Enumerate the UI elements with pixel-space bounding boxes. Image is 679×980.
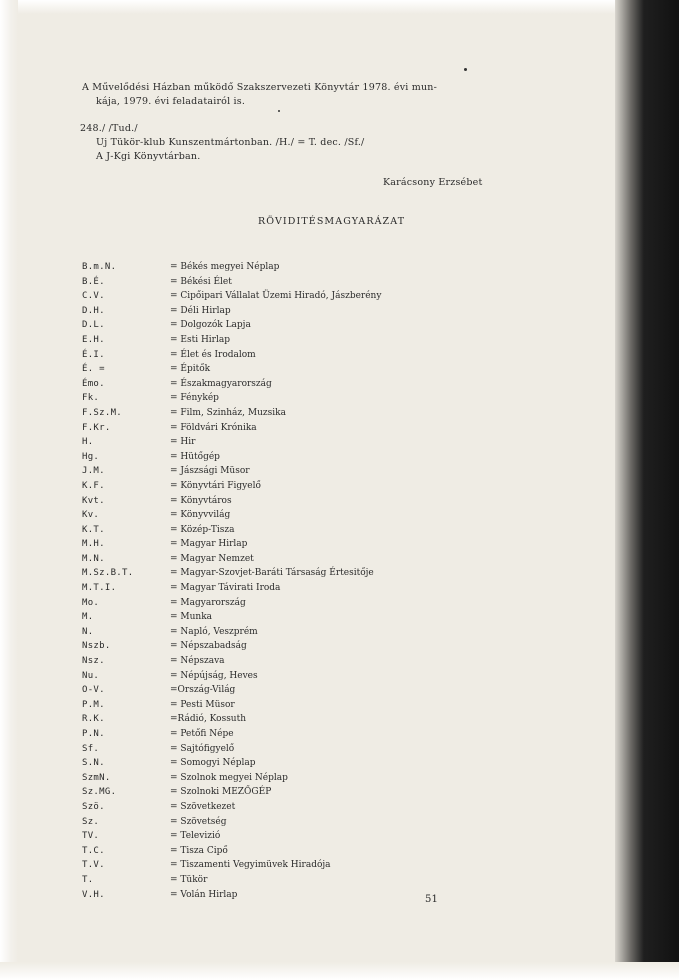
abbreviation-row: [82, 291, 502, 306]
abbreviation-key: É.I.: [82, 349, 105, 360]
abbreviation-key: Sz.: [82, 816, 100, 827]
abbreviation-row: [82, 700, 502, 715]
abbreviation-row: [82, 875, 502, 890]
abbreviation-key: T.C.: [82, 845, 105, 856]
abbreviation-meaning: = Szövetkezet: [170, 801, 236, 812]
abbreviation-meaning: = Déli Hirlap: [170, 305, 231, 316]
abbreviation-meaning: = Magyar-Szovjet-Baráti Társaság Értesitője: [170, 568, 374, 579]
abbreviation-row: [82, 627, 502, 642]
abbreviation-meaning: = Északmagyarország: [170, 378, 272, 389]
abbreviation-key: J.M.: [82, 466, 105, 477]
abbreviation-meaning: =Ország-Világ: [170, 685, 236, 696]
abbreviation-row: [82, 831, 502, 846]
entry-number: 248./ /Tud./: [80, 123, 138, 134]
abbreviation-row: [82, 773, 502, 788]
abbreviation-meaning: = Közép-Tisza: [170, 524, 235, 535]
abbreviation-meaning: = Napló, Veszprém: [170, 626, 258, 637]
intro-line-2: kája, 1979. évi feladatairól is.: [96, 96, 246, 107]
abbreviation-key: E.H.: [82, 334, 105, 345]
abbreviation-key: M.: [82, 612, 94, 623]
abbreviation-row: [82, 598, 502, 613]
abbreviation-key: Nszb.: [82, 641, 111, 652]
abbreviation-key: T.: [82, 874, 94, 885]
intro-line-1: A Művelődési Házban működő Szakszervezeti Könyvtár 1978. évi mun-: [82, 82, 438, 93]
abbreviation-key: B.m.N.: [82, 262, 117, 272]
abbreviation-meaning: = Hütőgép: [170, 451, 220, 462]
abbreviation-meaning: = Tükör: [170, 874, 208, 885]
abbreviation-key: H.: [82, 437, 94, 448]
abbreviation-meaning: = Magyarország: [170, 597, 246, 608]
abbreviation-key: Mo.: [82, 597, 100, 608]
abbreviation-key: K.F.: [82, 480, 105, 491]
abbreviation-key: Nsz.: [82, 656, 105, 667]
abbreviation-meaning: = Jászsági Müsor: [170, 466, 250, 477]
abbreviation-row: [82, 408, 502, 423]
abbreviation-row: [82, 350, 502, 365]
abbreviation-key: D.L.: [82, 320, 105, 331]
abbreviation-meaning: = Cipőipari Vállalat Üzemi Hiradó, Jászberény: [170, 291, 382, 302]
abbreviation-key: Szö.: [82, 801, 105, 812]
abbreviation-meaning: = Szolnoki MEZŐGÉP: [170, 787, 272, 798]
abbreviation-row: [82, 714, 502, 729]
abbreviation-key: C.V.: [82, 291, 105, 302]
abbreviation-meaning: = Pesti Müsor: [170, 699, 235, 710]
abbreviation-key: M.N.: [82, 553, 105, 564]
abbreviation-key: Nu.: [82, 670, 100, 681]
abbreviation-key: O-V.: [82, 685, 105, 696]
abbreviation-key: Émo.: [82, 378, 105, 389]
abbreviation-key: F.Kr.: [82, 422, 111, 433]
abbreviation-meaning: = Munka: [170, 612, 213, 623]
scan-left-edge: [0, 0, 18, 980]
abbreviation-key: B.É.: [82, 276, 105, 287]
abbreviation-meaning: = Tisza Cipő: [170, 845, 228, 856]
abbreviation-row: [82, 744, 502, 759]
abbreviation-row: [82, 860, 502, 875]
abbreviation-row: [82, 423, 502, 438]
abbreviation-row: [82, 277, 502, 292]
abbreviation-row: [82, 890, 502, 905]
abbreviation-row: [82, 685, 502, 700]
abbreviation-key: Hg.: [82, 451, 100, 462]
abbreviation-key: Kv.: [82, 510, 100, 521]
abbreviation-row: [82, 787, 502, 802]
abbreviation-row: [82, 481, 502, 496]
abbreviation-key: S.N.: [82, 758, 105, 769]
abbreviation-row: [82, 262, 502, 277]
abbreviation-row: [82, 641, 502, 656]
abbreviation-row: [82, 671, 502, 686]
abbreviation-row: [82, 320, 502, 335]
abbreviation-meaning: = Magyar Hirlap: [170, 539, 248, 550]
abbreviation-meaning: = Élet és Irodalom: [170, 349, 256, 360]
abbreviation-meaning: = Film, Szinház, Muzsika: [170, 407, 286, 418]
abbreviation-meaning: = Televizió: [170, 831, 221, 842]
abbreviation-key: É. =: [82, 364, 105, 375]
abbreviation-row: [82, 612, 502, 627]
abbreviation-row: [82, 496, 502, 511]
abbreviation-key: Fk.: [82, 393, 100, 404]
abbreviation-meaning: = Sajtófigyelő: [170, 743, 235, 754]
abbreviation-meaning: = Népújság, Heves: [170, 670, 258, 681]
abbreviation-key: D.H.: [82, 305, 105, 316]
abbreviation-row: [82, 568, 502, 583]
abbreviation-meaning: = Dolgozók Lapja: [170, 320, 251, 331]
abbreviation-list: [82, 262, 502, 904]
abbreviation-meaning: = Békési Élet: [170, 276, 232, 287]
abbreviation-meaning: = Népszava: [170, 656, 225, 667]
abbreviation-meaning: = Könyvtáros: [170, 495, 232, 506]
scan-top-edge: [0, 0, 679, 14]
abbreviation-meaning: = Fénykép: [170, 393, 219, 404]
abbreviation-row: [82, 466, 502, 481]
abbreviation-row: [82, 758, 502, 773]
abbreviation-key: TV.: [82, 831, 100, 842]
abbreviation-key: M.T.I.: [82, 583, 117, 594]
abbreviation-meaning: =Rádió, Kossuth: [170, 714, 247, 725]
abbreviation-key: T.V.: [82, 860, 105, 871]
abbreviation-meaning: = Petőfi Népe: [170, 729, 234, 739]
abbreviation-key: Kvt.: [82, 495, 105, 506]
abbreviation-row: [82, 364, 502, 379]
abbreviation-key: K.T.: [82, 524, 105, 535]
abbreviation-meaning: = Magyar Távirati Iroda: [170, 583, 281, 594]
abbreviation-meaning: = Tiszamenti Vegyimüvek Hiradója: [170, 860, 331, 871]
abbreviation-row: [82, 525, 502, 540]
abbreviation-row: [82, 802, 502, 817]
abbreviation-row: [82, 393, 502, 408]
abbreviation-row: [82, 335, 502, 350]
abbreviation-meaning: = Békés megyei Néplap: [170, 262, 280, 272]
abbreviation-row: [82, 510, 502, 525]
abbreviation-row: [82, 452, 502, 467]
abbreviation-key: P.M.: [82, 699, 105, 710]
abbreviation-meaning: = Esti Hirlap: [170, 334, 230, 345]
section-heading: RÖVIDITÉSMAGYARÁZAT: [258, 216, 406, 227]
abbreviation-row: [82, 379, 502, 394]
abbreviation-meaning: = Könyvvilág: [170, 510, 231, 521]
abbreviation-meaning: = Hir: [170, 437, 196, 448]
abbreviation-row: [82, 437, 502, 452]
entry-line-2: Uj Tükör-klub Kunszentmártonban. /H./ = T. dec. /Sf./: [96, 137, 365, 148]
scan-right-binding-shadow: [615, 0, 679, 980]
author-signature: Karácsony Erzsébet: [383, 177, 483, 188]
ink-speck: [278, 110, 280, 112]
abbreviation-row: [82, 656, 502, 671]
abbreviation-key: P.N.: [82, 729, 105, 739]
ink-speck: [464, 68, 467, 71]
abbreviation-meaning: = Földvári Krónika: [170, 422, 257, 433]
entry-line-3: A J-Kgi Könyvtárban.: [96, 151, 201, 162]
abbreviation-key: SzmN.: [82, 772, 111, 783]
abbreviation-row: [82, 554, 502, 569]
abbreviation-key: V.H.: [82, 889, 105, 900]
abbreviation-meaning: = Somogyi Néplap: [170, 758, 256, 769]
abbreviation-key: M.H.: [82, 539, 105, 550]
abbreviation-meaning: = Könyvtári Figyelő: [170, 480, 261, 491]
abbreviation-meaning: = Épitők: [170, 364, 211, 375]
abbreviation-key: R.K.: [82, 714, 105, 725]
abbreviation-key: Sz.MG.: [82, 787, 117, 798]
abbreviation-meaning: = Magyar Nemzet: [170, 553, 254, 564]
abbreviation-key: N.: [82, 626, 94, 637]
abbreviation-row: [82, 306, 502, 321]
abbreviation-row: [82, 846, 502, 861]
abbreviation-meaning: = Volán Hirlap: [170, 889, 238, 900]
abbreviation-key: F.Sz.M.: [82, 407, 123, 418]
abbreviation-row: [82, 729, 502, 744]
scan-bottom-edge: [0, 962, 679, 980]
abbreviation-row: [82, 539, 502, 554]
abbreviation-key: M.Sz.B.T.: [82, 568, 134, 579]
abbreviation-row: [82, 583, 502, 598]
abbreviation-key: Sf.: [82, 743, 100, 754]
abbreviation-row: [82, 817, 502, 832]
abbreviation-meaning: = Szolnok megyei Néplap: [170, 772, 288, 783]
abbreviation-meaning: = Népszabadság: [170, 641, 247, 652]
abbreviation-meaning: = Szövetség: [170, 816, 227, 827]
page-number: 51: [425, 894, 439, 905]
